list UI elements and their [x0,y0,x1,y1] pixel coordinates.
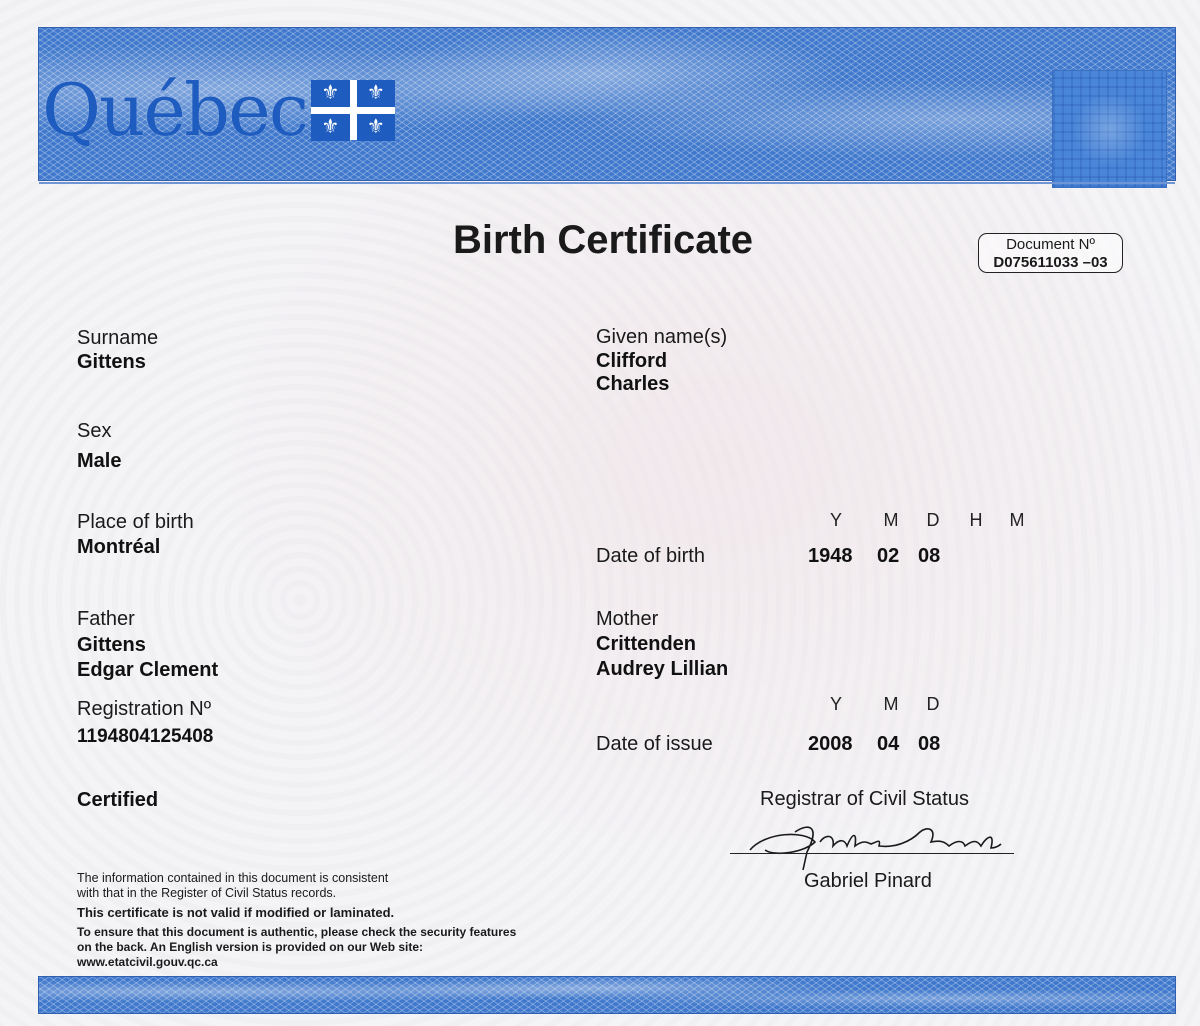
dob-month: 02 [877,545,900,567]
doi-header-year: Y [829,694,842,714]
document-number-label: Document Nº [1006,236,1095,253]
doi-month: 04 [877,733,900,755]
registration-number-value: 1194804125408 [77,726,214,747]
signature-line [730,853,1014,854]
document-number-box [978,233,1123,273]
fleur-de-lis-icon: ⚜ [311,114,350,141]
registrar-title: Registrar of Civil Status [760,788,969,810]
date-of-issue-label: Date of issue [596,733,713,755]
dob-header-hour: H [969,510,983,530]
document-number: D075611033 –03 [993,254,1108,271]
fleur-de-lis-icon: ⚜ [357,114,396,141]
place-of-birth-value: Montréal [77,536,161,558]
registrar-name: Gabriel Pinard [804,870,932,892]
father-surname: Gittens [77,634,146,656]
footer-website-link[interactable]: www.etatcivil.gouv.qc.ca [77,955,218,969]
certified-label: Certified [77,789,159,811]
document-title: Birth Certificate [452,218,754,262]
footer-warning: This certificate is not valid if modified or laminated. [77,905,395,920]
mother-given-names: Audrey Lillian [596,658,729,680]
footer-note-line-3: To ensure that this document is authentic, please check the security features [77,925,517,939]
doi-header-day: D [926,694,940,714]
doi-day: 08 [918,733,941,755]
sex-label: Sex [77,420,112,442]
security-band-bottom [38,976,1176,1014]
sex-value: Male [77,450,122,472]
footer-note-line-2: with that in the Register of Civil Status records. [77,886,337,900]
security-seal [1052,70,1167,188]
surname-label: Surname [77,327,159,349]
footer-note-line-1: The information contained in this document is consistent [77,871,389,885]
quebec-logo [42,68,395,152]
quebec-wordmark: Québec [42,68,308,152]
dob-year: 1948 [808,545,853,567]
fleurdelise-flag-icon [311,80,395,140]
given-name-2: Charles [596,373,670,395]
date-of-birth-label: Date of birth [596,545,705,567]
footer-note-line-4: on the back. An English version is provided on our Web site: [77,940,424,954]
dob-day: 08 [918,545,941,567]
mother-label: Mother [596,608,659,630]
fleur-de-lis-icon: ⚜ [357,80,396,107]
dob-header-minute: M [1009,510,1025,530]
registrar-signature [745,812,1005,872]
father-given-names: Edgar Clement [77,659,219,681]
place-of-birth-label: Place of birth [77,511,194,533]
doi-year: 2008 [808,733,853,755]
given-name-1: Clifford [596,350,668,372]
registration-number-label: Registration Nº [77,698,212,720]
father-label: Father [77,608,135,630]
dob-header-day: D [926,510,940,530]
mother-surname: Crittenden [596,633,696,655]
fleur-de-lis-icon: ⚜ [311,80,350,107]
doi-header-month: M [883,694,899,714]
dob-header-year: Y [829,510,842,530]
dob-header-month: M [883,510,899,530]
surname-value: Gittens [77,351,146,373]
given-names-label: Given name(s) [596,326,728,348]
